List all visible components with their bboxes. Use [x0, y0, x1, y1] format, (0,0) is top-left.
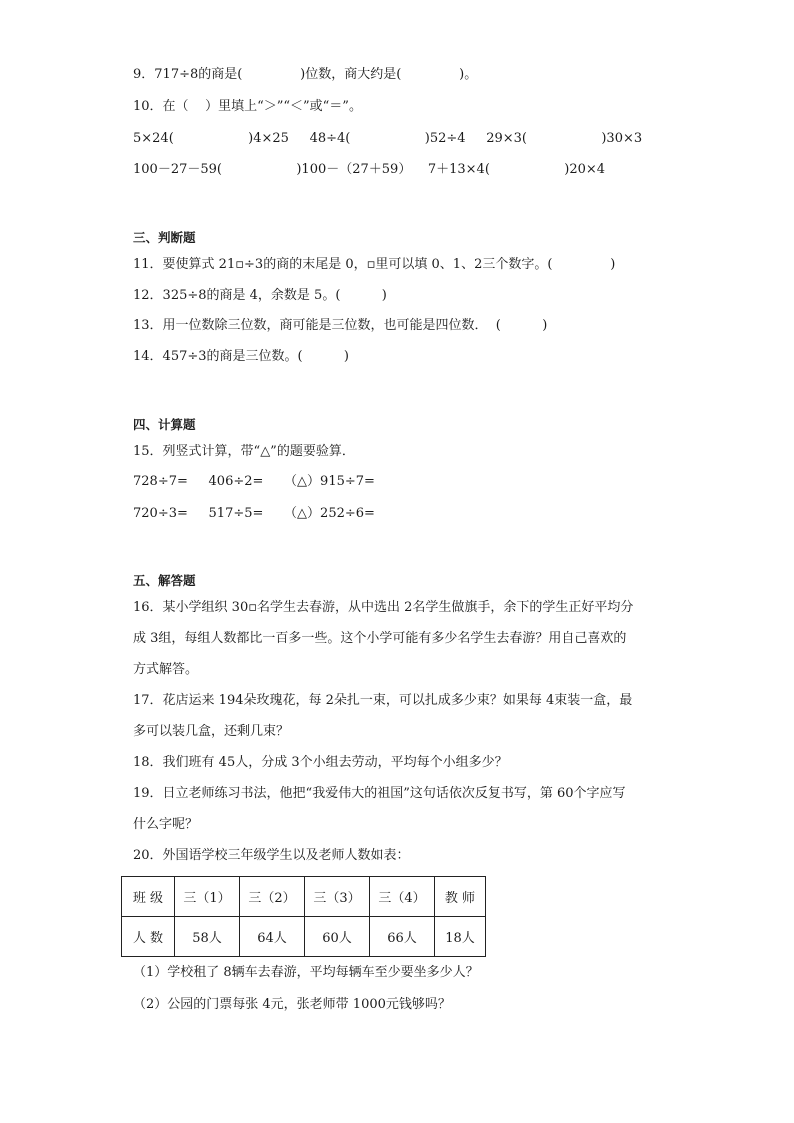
table-cell: 66人: [370, 917, 435, 957]
table-row: [122, 917, 486, 957]
table-cell: 人 数: [122, 917, 175, 957]
question-20-part-1: （1）学校租了 8辆车去春游，平均每辆车至少要坐多少人？: [133, 965, 479, 980]
table-cell: 64人: [240, 917, 305, 957]
question-17-line-2: 多可以装几盒，还剩几束？: [133, 724, 290, 739]
section-judgment-heading: 三、判断题: [133, 230, 196, 245]
section-solve-heading: 五、解答题: [133, 573, 196, 588]
table-header-cell: 教 师: [435, 877, 486, 917]
question-13: 13．用一位数除三位数，商可能是三位数，也可能是四位数． ( ): [133, 318, 548, 333]
question-16-line-3: 方式解答。: [133, 662, 199, 677]
table-cell: 58人: [175, 917, 240, 957]
table-header-cell: 班 级: [122, 877, 175, 917]
table-cell: 60人: [305, 917, 370, 957]
section-calculation-heading: 四、计算题: [133, 417, 196, 432]
question-10: 10．在（ ）里填上“＞”“＜”或“＝”。: [133, 99, 362, 114]
table-row: [122, 877, 486, 917]
question-19-line-1: 19．日立老师练习书法，他把“我爱伟大的祖国”这句话依次反复书写，第 60个字应写: [133, 786, 626, 801]
question-15: 15．列竖式计算，带“△”的题要验算．: [133, 444, 355, 459]
table-cell: 18人: [435, 917, 486, 957]
question-9: 9．717÷8的商是( )位数，商大约是( )。: [133, 67, 478, 82]
question-11: 11．要使算式 21▫÷3的商的末尾是 0，▫里可以填 0、1、2三个数字。( ): [133, 257, 616, 272]
question-12: 12．325÷8的商是 4，余数是 5。( ): [133, 288, 387, 303]
table-header-cell: 三（2）: [240, 877, 305, 917]
question-19-line-2: 什么字呢？: [133, 817, 199, 832]
question-10-row-2: 100－27－59( )100－（27＋59） 7＋13×4( )20×4: [133, 162, 606, 177]
question-10-row-1: 5×24( )4×25 48÷4( )52÷4 29×3( )30×3: [133, 131, 643, 146]
question-15-row-1: 728÷7= 406÷2= （△）915÷7=: [133, 474, 375, 489]
people-count-table: [121, 876, 486, 957]
question-16-line-1: 16．某小学组织 30▫名学生去春游，从中选出 2名学生做旗手，余下的学生正好平均分: [133, 600, 634, 615]
question-20: 20．外国语学校三年级学生以及老师人数如表：: [133, 848, 410, 863]
question-14: 14．457÷3的商是三位数。( ): [133, 349, 349, 364]
question-20-part-2: （2）公园的门票每张 4元，张老师带 1000元钱够吗？: [133, 997, 451, 1012]
table-header-cell: 三（1）: [175, 877, 240, 917]
question-15-row-2: 720÷3= 517÷5= （△）252÷6=: [133, 506, 375, 521]
table-header-cell: 三（4）: [370, 877, 435, 917]
question-18: 18．我们班有 45人，分成 3个小组去劳动，平均每个小组多少？: [133, 755, 508, 770]
table-header-cell: 三（3）: [305, 877, 370, 917]
question-16-line-2: 成 3组，每组人数都比一百多一些。这个小学可能有多少名学生去春游？用自己喜欢的: [133, 631, 627, 646]
question-17-line-1: 17．花店运来 194朵玫瑰花，每 2朵扎一束，可以扎成多少束？如果每 4束装一盒，最: [133, 693, 633, 708]
